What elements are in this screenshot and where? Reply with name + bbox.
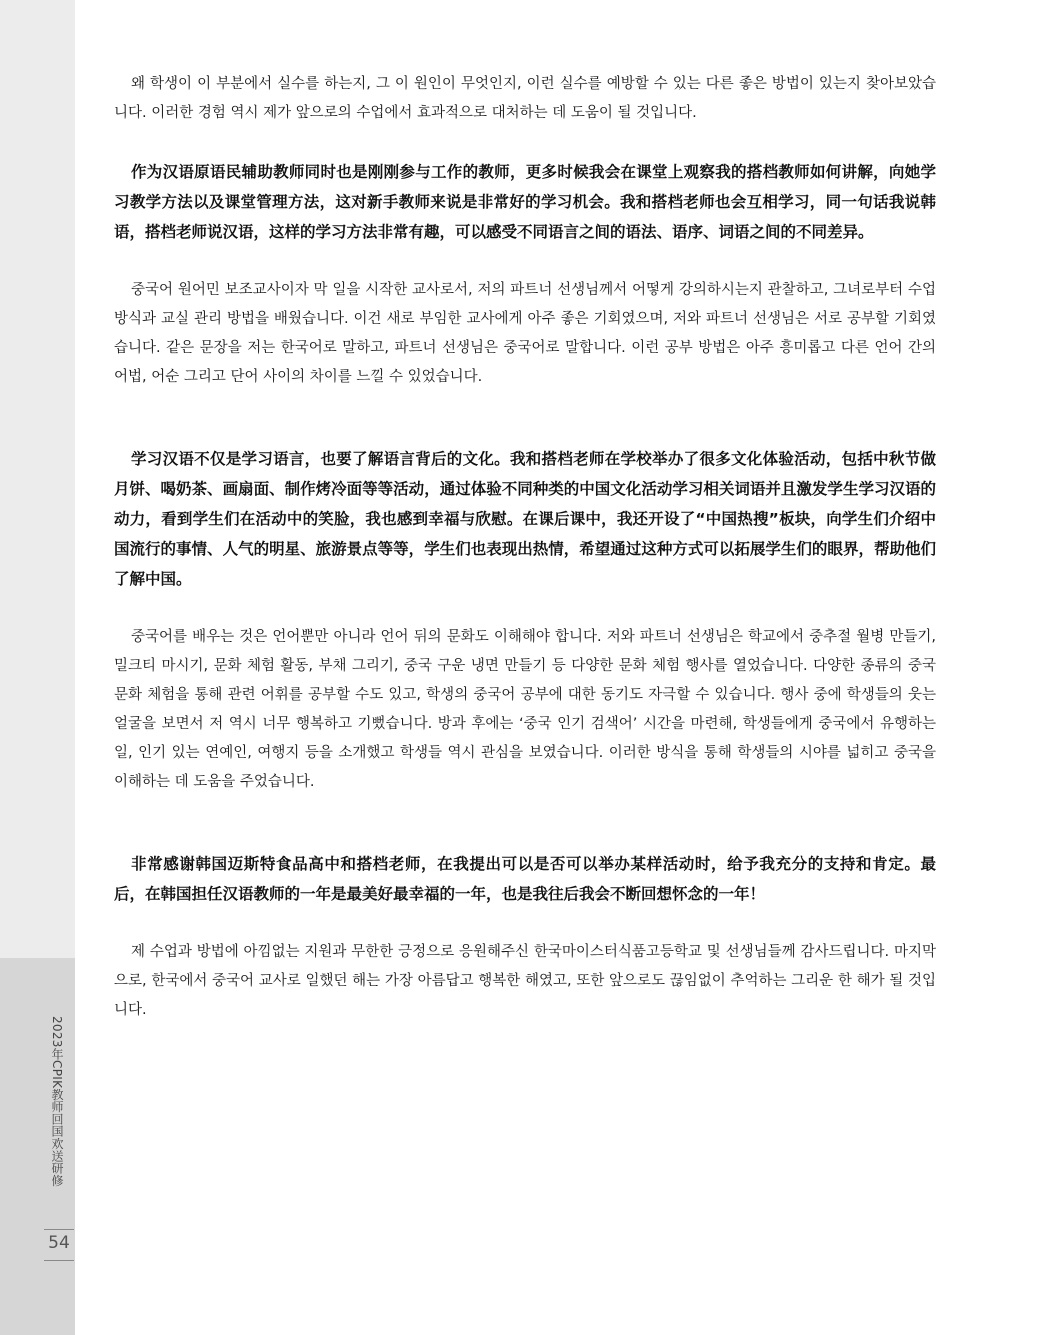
paragraph-zh-2: 学习汉语不仅是学习语言，也要了解语言背后的文化。我和搭档老师在学校举办了很多文化体验活动，包括中秋节做月饼、喝奶茶、画扇面、制作烤冷面等等活动，通过体验不同种类的中国文化活动学习相关词语并且激发学生学习汉语的动力，看到学生们在活动中的笑脸，我也感到幸福与欣慰。在课后课中，我还开设了“中国热搜”板块，向学生们介绍中国流行的事情、人气的明星、旅游景点等等，学生们也表现出热情，希望通过这种方式可以拓展学生们的眼界，帮助他们了解中国。	[114, 450, 936, 588]
paragraph-ko-2: 중국어 원어민 보조교사이자 막 일을 시작한 교사로서, 저의 파트너 선생님께서 어떻게 강의하시는지 관찰하고, 그녀로부터 수업 방식과 교실 관리 방법을 배웠습니다. 이건 새로 부임한 교사에게 아주 좋은 기회였으며, 저와 파트너 선생님은 서로 공부할 기회였습니다. 같은 문장을 저는 한국어로 말하고, 파트너 선생님은 중국어로 말합니다. 이런 공부 방법은 아주 흥미롭고 다른 언어 간의 어법, 어순 그리고 단어 사이의 차이를 느낄 수 있었습니다.	[114, 282, 936, 385]
paragraph-ko-1: 왜 학생이 이 부분에서 실수를 하는지, 그 이 원인이 무엇인지, 이런 실수를 예방할 수 있는 다른 좋은 방법이 있는지 찾아보았습니다. 이러한 경험 역시 제가 앞으로의 수업에서 효과적으로 대처하는 데 도움이 될 것입니다.	[114, 76, 936, 121]
sidebar-title: 2023年CPIK教师回国欢送研修	[50, 1016, 64, 1187]
page-number-rule-top	[44, 1229, 74, 1230]
paragraph-zh-3: 非常感谢韩国迈斯特食品高中和搭档老师，在我提出可以是否可以举办某样活动时，给予我充分的支持和肯定。最后，在韩国担任汉语教师的一年是最美好最幸福的一年，也是我往后我会不断回想怀念的一年！	[114, 855, 936, 903]
paragraph-ko-3: 중국어를 배우는 것은 언어뿐만 아니라 언어 뒤의 문화도 이해해야 합니다. 저와 파트너 선생님은 학교에서 중추절 월병 만들기, 밀크티 마시기, 문화 체험 활동, 부채 그리기, 중국 구운 냉면 만들기 등 다양한 문화 체험 행사를 열었습니다. 다양한 종류의 중국 문화 체험을 통해 관련 어휘를 공부할 수도 있고, 학생의 중국어 공부에 대한 동기도 자극할 수 있습니다. 행사 중에 학생들의 웃는 얼굴을 보면서 저 역시 너무 행복하고 기뻤습니다. 방과 후에는 ‘중국 인기 검색어’ 시간을 마련해, 학생들에게 중국에서 유행하는 일, 인기 있는 연예인, 여행지 등을 소개했고 학생들 역시 관심을 보였습니다. 이러한 방식을 통해 학생들의 시야를 넓히고 중국을 이해하는 데 도움을 주었습니다.	[114, 629, 936, 790]
page-number-rule-bottom	[44, 1260, 74, 1261]
page-number: 54	[48, 1233, 70, 1253]
paragraph-zh-1: 作为汉语原语民辅助教师同时也是刚刚参与工作的教师，更多时候我会在课堂上观察我的搭档教师如何讲解，向她学习教学方法以及课堂管理方法，这对新手教师来说是非常好的学习机会。我和搭档老师也会互相学习，同一句话我说韩语，搭档老师说汉语，这样的学习方法非常有趣，可以感受不同语言之间的语法、语序、词语之间的不同差异。	[114, 163, 936, 241]
paragraph-ko-4: 제 수업과 방법에 아낌없는 지원과 무한한 긍정으로 응원해주신 한국마이스터식품고등학교 및 선생님들께 감사드립니다. 마지막으로, 한국에서 중국어 교사로 일했던 해는 가장 아름답고 행복한 해였고, 또한 앞으로도 끊임없이 추억하는 그리운 한 해가 될 것입니다.	[114, 944, 936, 1018]
article-body	[114, 70, 936, 1025]
